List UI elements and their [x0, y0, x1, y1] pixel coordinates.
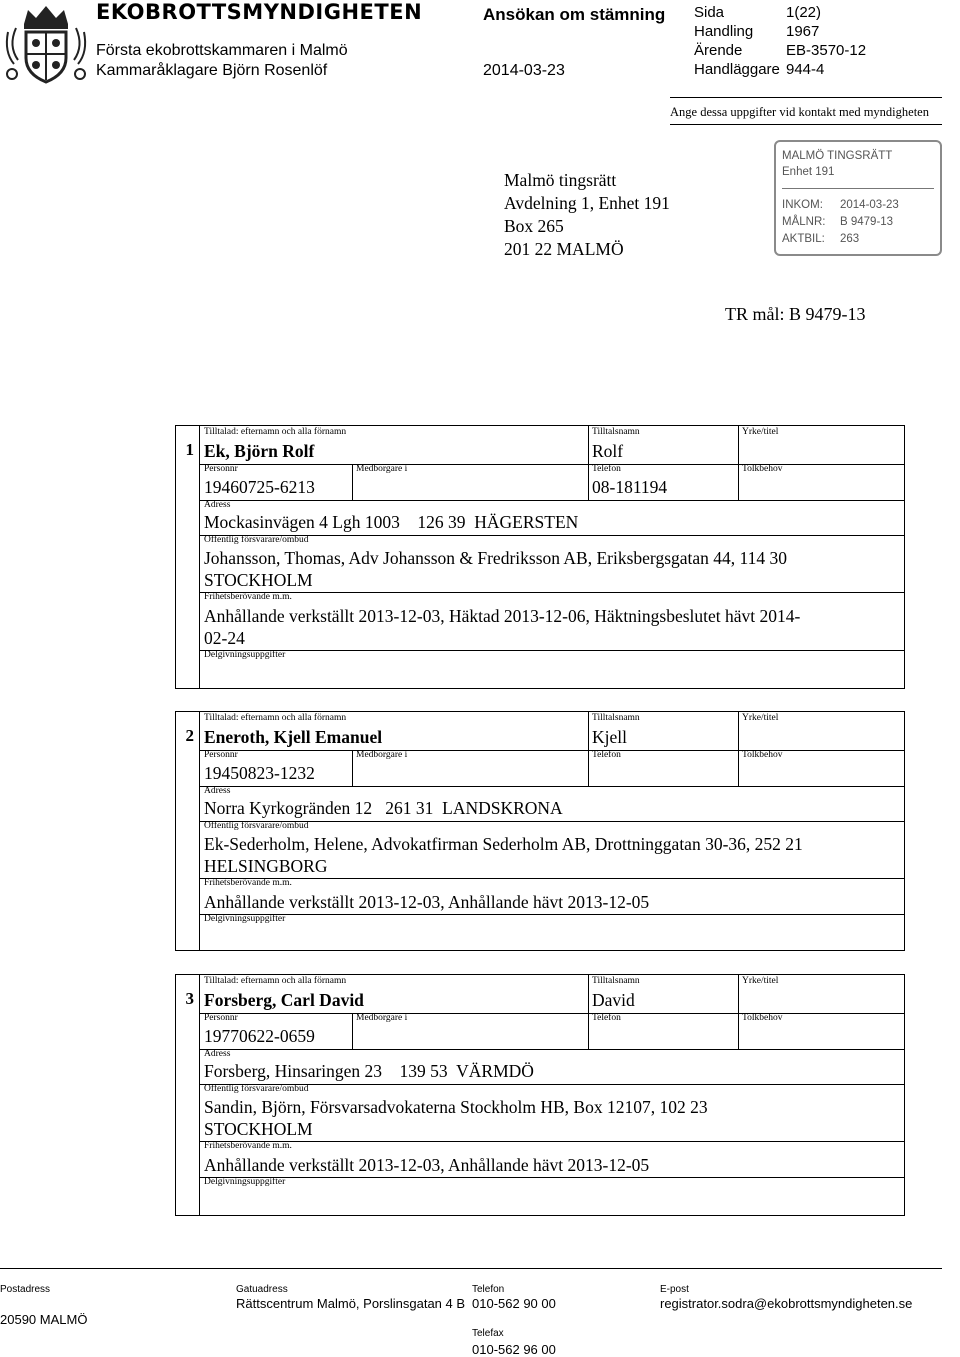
stamp-title: MALMÖ TINGSRÄTT [782, 150, 893, 162]
row-divider [200, 650, 904, 651]
crown-coat-of-arms-logo [2, 2, 90, 86]
footer-email-link[interactable]: registrator.sodra@ekobrottsmyndigheten.se [660, 1296, 913, 1311]
row-divider [200, 1177, 904, 1178]
row-divider [200, 878, 904, 879]
label-counsel: Offentlig försvarare/ombud [204, 535, 309, 545]
stamp-key: INKOM: [782, 199, 823, 211]
defendant-counsel-line: Sandin, Björn, Försvarsadvokaterna Stockholm HB, Box 12107, 102 23 [204, 1097, 708, 1117]
defendant-custody-line: Anhållande verkställt 2013-12-03, Häktad 2013-12-06, Häktningsbeslutet hävt 2014- [204, 606, 801, 626]
stamp-unit: Enhet 191 [782, 166, 835, 178]
label-citizenship: Medborgare i [356, 1013, 408, 1023]
label-interpreter: Tolkbehov [742, 1013, 783, 1023]
defendant-counsel-line: Ek-Sederholm, Helene, Advokatfirman Sederholm AB, Drottninggatan 30-36, 252 21 [204, 834, 803, 854]
row-divider [200, 750, 904, 751]
label-title: Yrke/titel [742, 427, 779, 437]
row-divider [200, 500, 904, 501]
defendant-counsel-line: STOCKHOLM [204, 570, 313, 590]
footer-fax: 010-562 96 00 [472, 1342, 556, 1357]
label-interpreter: Tolkbehov [742, 464, 783, 474]
label-title: Yrke/titel [742, 713, 779, 723]
stamp-row-exhibit [782, 233, 859, 245]
label-given-name: Tilltalsnamn [592, 427, 640, 437]
label-citizenship: Medborgare i [356, 464, 408, 474]
label-counsel: Offentlig försvarare/ombud [204, 1084, 309, 1094]
col-divider [588, 975, 589, 1049]
footer-label-postal: Postadress [0, 1284, 51, 1295]
defendant-given-name: Rolf [592, 441, 624, 461]
stamp-value: 2014-03-23 [840, 199, 899, 211]
row-divider [200, 786, 904, 787]
stamp-row-case [782, 216, 893, 228]
contact-note: Ange dessa uppgifter vid kontakt med myndigheten [670, 105, 929, 119]
defendant-name: Forsberg, Carl David [204, 990, 364, 1010]
col-divider [588, 712, 589, 786]
label-name: Tilltalad: efternamn och alla förnamn [204, 713, 347, 723]
footer-postal-address: 20590 MALMÖ [0, 1312, 88, 1327]
defendant-counsel-line: STOCKHOLM [204, 1119, 313, 1139]
defendant-counsel-line: HELSINGBORG [204, 856, 328, 876]
meta-label-document: Handling [694, 23, 754, 40]
defendant-custody-line: Anhållande verkställt 2013-12-03, Anhållande hävt 2013-12-05 [204, 892, 650, 912]
court-case-reference: TR mål: B 9479-13 [725, 304, 866, 324]
party-number-cell [176, 426, 200, 688]
label-service: Delgivningsuppgifter [204, 650, 286, 660]
footer-divider [0, 1268, 942, 1269]
col-divider [738, 975, 739, 1049]
stamp-value: B 9479-13 [840, 216, 894, 228]
party-number: 1 [185, 440, 194, 459]
meta-value-handler: 944-4 [786, 61, 825, 78]
recipient-line: Malmö tingsrätt [504, 170, 617, 190]
row-divider [200, 592, 904, 593]
row-divider [200, 464, 904, 465]
stamp-row-received [782, 199, 899, 211]
recipient-line: 201 22 MALMÖ [504, 239, 624, 259]
col-divider [352, 1013, 353, 1049]
row-divider [200, 1141, 904, 1142]
label-address: Adress [204, 786, 231, 796]
meta-label-case: Ärende [694, 42, 743, 59]
label-service: Delgivningsuppgifter [204, 1177, 286, 1187]
defendant-given-name: Kjell [592, 727, 627, 747]
party-box-3 [175, 974, 905, 1216]
label-given-name: Tilltalsnamn [592, 976, 640, 986]
defendant-name: Eneroth, Kjell Emanuel [204, 727, 383, 747]
meta-label-handler: Handläggare [694, 61, 780, 78]
party-box-2 [175, 711, 905, 951]
document-title: Ansökan om stämning [483, 5, 666, 24]
label-given-name: Tilltalsnamn [592, 713, 640, 723]
defendant-address: Forsberg, Hinsaringen 23 139 53 VÄRMDÖ [204, 1061, 534, 1081]
label-custody: Frihetsberövande m.m. [204, 878, 292, 888]
court-receipt-stamp [774, 140, 942, 256]
col-divider [588, 426, 589, 500]
label-personal-number: Personnr [204, 1013, 238, 1023]
document-date: 2014-03-23 [483, 62, 565, 79]
header-divider [670, 97, 942, 98]
footer-label-fax: Telefax [472, 1328, 504, 1339]
label-address: Adress [204, 500, 231, 510]
office-name: Första ekobrottskammaren i Malmö [96, 42, 348, 59]
meta-value-case: EB-3570-12 [786, 42, 867, 59]
meta-value-document: 1967 [786, 23, 820, 40]
meta-value-page: 1(22) [786, 4, 822, 21]
label-personal-number: Personnr [204, 750, 238, 760]
stamp-rule [782, 188, 934, 189]
col-divider [352, 750, 353, 786]
recipient-line: Avdelning 1, Enhet 191 [504, 193, 670, 213]
footer-phone: 010-562 90 00 [472, 1296, 556, 1311]
label-citizenship: Medborgare i [356, 750, 408, 760]
row-divider [200, 1049, 904, 1050]
defendant-custody-line: 02-24 [204, 628, 245, 648]
label-phone: Telefon [592, 750, 621, 760]
label-phone: Telefon [592, 1013, 621, 1023]
label-counsel: Offentlig försvarare/ombud [204, 821, 309, 831]
party-number: 3 [185, 989, 194, 1008]
defendant-name: Ek, Björn Rolf [204, 441, 315, 461]
defendant-custody-line: Anhållande verkställt 2013-12-03, Anhållande hävt 2013-12-05 [204, 1155, 650, 1175]
header-divider-bottom [670, 124, 942, 125]
defendant-personal-number: 19460725-6213 [204, 477, 315, 497]
defendant-personal-number: 19770622-0659 [204, 1026, 315, 1046]
col-divider [738, 712, 739, 786]
row-divider [200, 914, 904, 915]
defendant-address: Norra Kyrkogränden 12 261 31 LANDSKRONA [204, 798, 563, 818]
label-custody: Frihetsberövande m.m. [204, 592, 292, 602]
label-personal-number: Personnr [204, 464, 238, 474]
defendant-given-name: David [592, 990, 635, 1010]
footer-street-address: Rättscentrum Malmö, Porslinsgatan 4 B [236, 1296, 466, 1311]
label-service: Delgivningsuppgifter [204, 914, 286, 924]
footer-label-street: Gatuadress [236, 1284, 288, 1295]
party-number-cell [176, 712, 200, 950]
defendant-phone: 08-181194 [592, 477, 668, 497]
label-address: Adress [204, 1049, 231, 1059]
footer-label-phone: Telefon [472, 1284, 505, 1295]
recipient-line: Box 265 [504, 216, 564, 236]
col-divider [352, 464, 353, 500]
footer-label-email: E-post [660, 1284, 689, 1295]
label-custody: Frihetsberövande m.m. [204, 1141, 292, 1151]
stamp-key: MÅLNR: [782, 216, 826, 228]
stamp-key: AKTBIL: [782, 233, 825, 245]
defendant-address: Mockasinvägen 4 Lgh 1003 126 39 HÄGERSTEN [204, 512, 579, 532]
stamp-value: 263 [840, 233, 860, 245]
label-interpreter: Tolkbehov [742, 750, 783, 760]
col-divider [738, 426, 739, 500]
label-phone: Telefon [592, 464, 621, 474]
row-divider [200, 1013, 904, 1014]
defendant-counsel-line: Johansson, Thomas, Adv Johansson & Fredriksson AB, Eriksbergsgatan 44, 114 30 [204, 548, 788, 568]
party-number: 2 [185, 726, 194, 745]
officer-name: Kammaråklagare Björn Rosenlöf [96, 62, 328, 79]
agency-name: EKOBROTTSMYNDIGHETEN [96, 0, 423, 24]
party-box-1 [175, 425, 905, 689]
party-number-cell [176, 975, 200, 1215]
meta-label-page: Sida [694, 4, 725, 21]
label-name: Tilltalad: efternamn och alla förnamn [204, 976, 347, 986]
label-name: Tilltalad: efternamn och alla förnamn [204, 427, 347, 437]
label-title: Yrke/titel [742, 976, 779, 986]
defendant-personal-number: 19450823-1232 [204, 763, 315, 783]
